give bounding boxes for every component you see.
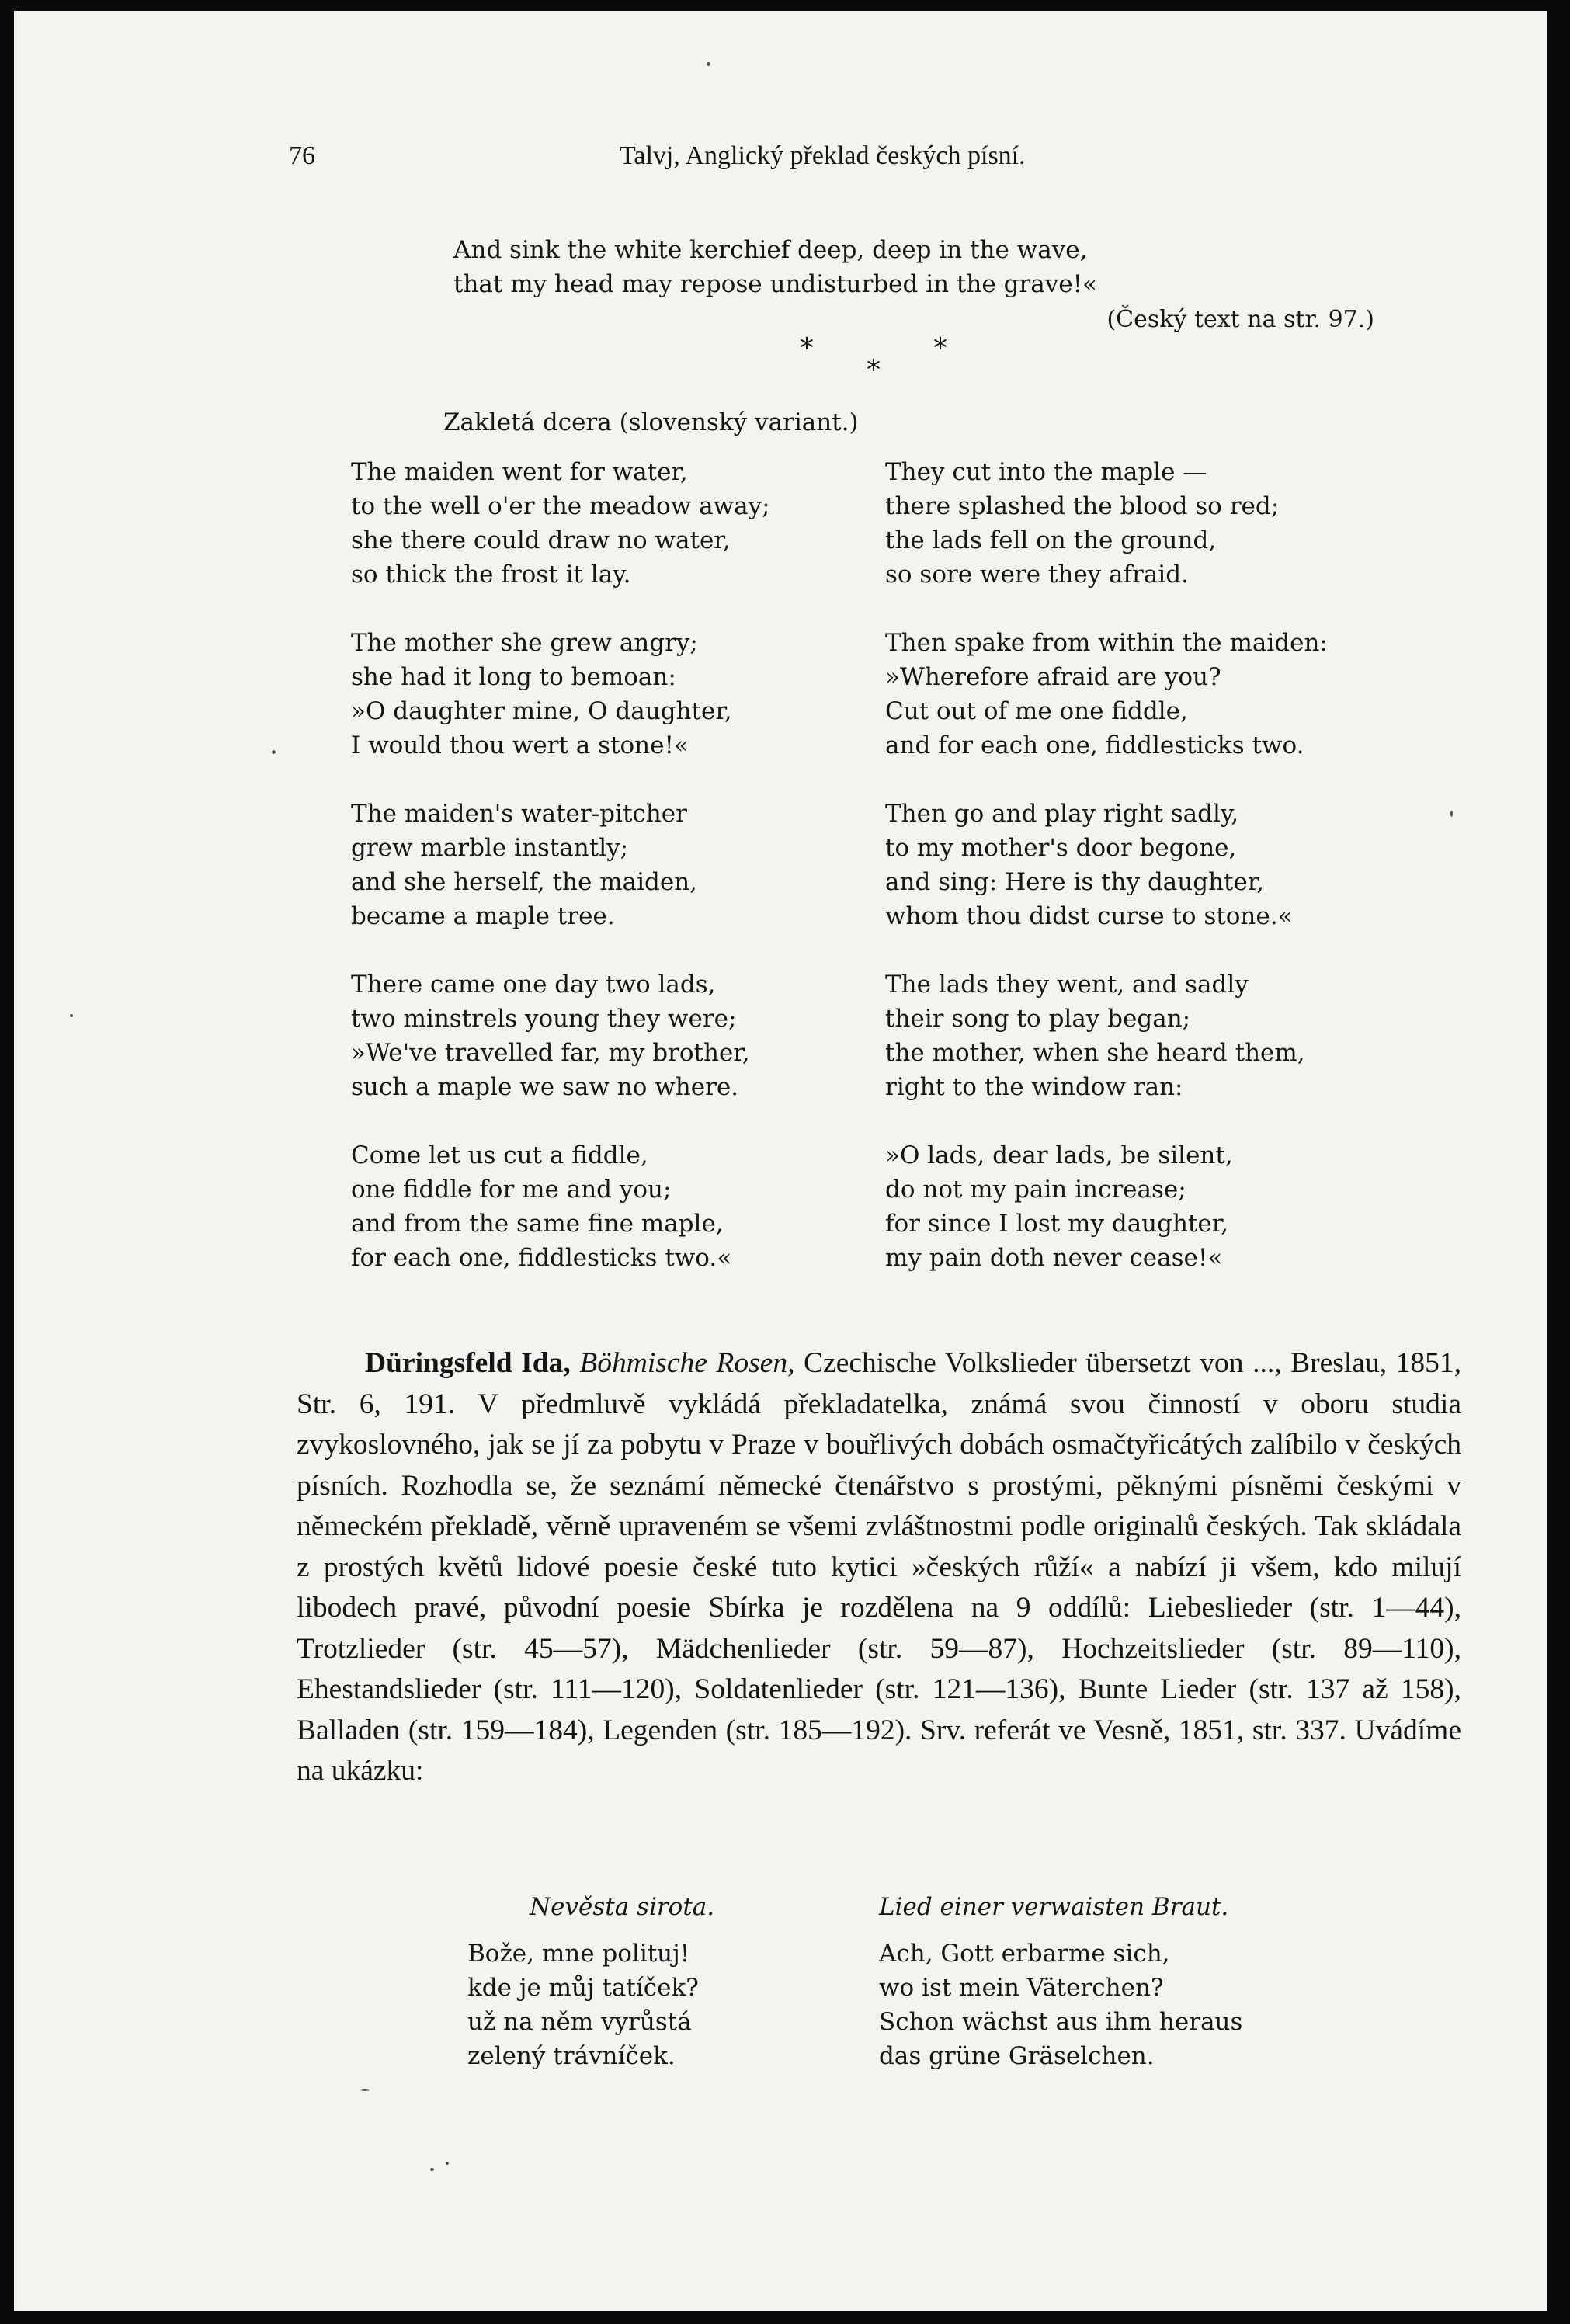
poem-line: for since I lost my daughter, bbox=[885, 1210, 1228, 1238]
poem-left-column bbox=[351, 455, 770, 1309]
czech-text-reference: (Český text na str. 97.) bbox=[1106, 306, 1374, 333]
poem-line: so sore were they afraid. bbox=[885, 561, 1189, 589]
poem-line: so thick the frost it lay. bbox=[351, 561, 631, 589]
poem-line: »O daughter mine, O daughter, bbox=[351, 697, 732, 725]
poem-line: The lads they went, and sadly bbox=[885, 971, 1249, 999]
poem-line: Bože, mne polituj! bbox=[467, 1940, 690, 1968]
poem-line: kde je můj tatíček? bbox=[467, 1974, 699, 2002]
running-title: Talvj, Anglický překlad českých písní. bbox=[620, 141, 1026, 170]
poem-line: the lads fell on the ground, bbox=[885, 526, 1217, 554]
poem-line: there splashed the blood so red; bbox=[885, 492, 1280, 520]
poem-line: do not my pain increase; bbox=[885, 1176, 1186, 1204]
poem-line: The maiden went for water, bbox=[351, 458, 688, 486]
stanza bbox=[885, 967, 1328, 1104]
separator-star: * bbox=[800, 332, 814, 364]
poem-line: became a maple tree. bbox=[351, 902, 615, 930]
stanza bbox=[351, 626, 770, 763]
stanza bbox=[885, 626, 1328, 763]
poem-line: one fiddle for me and you; bbox=[351, 1176, 672, 1204]
poem-line: Come let us cut a fiddle, bbox=[351, 1141, 648, 1169]
poem-line: to my mother's door begone, bbox=[885, 834, 1237, 862]
book-page bbox=[14, 11, 1547, 2311]
poem-line: »We've travelled far, my brother, bbox=[351, 1039, 750, 1067]
poem-line: two minstrels young they were; bbox=[351, 1005, 737, 1033]
scan-speck bbox=[1450, 811, 1453, 817]
stanza bbox=[351, 1138, 770, 1275]
poem-line: The maiden's water-pitcher bbox=[351, 800, 687, 828]
scan-speck bbox=[430, 2168, 434, 2171]
sample-czech-title: Nevěsta sirota. bbox=[530, 1893, 715, 1921]
scan-speck bbox=[272, 750, 276, 754]
stanza bbox=[885, 1138, 1328, 1275]
poem-line: Cut out of me one fiddle, bbox=[885, 697, 1188, 725]
scan-speck bbox=[70, 1014, 73, 1017]
page-header bbox=[14, 141, 1547, 180]
poem-line: and for each one, fiddlesticks two. bbox=[885, 731, 1304, 759]
poem-line: and from the same fine maple, bbox=[351, 1210, 724, 1238]
poem-line: and she herself, the maiden, bbox=[351, 868, 698, 896]
poem-line: wo ist mein Väterchen? bbox=[879, 1974, 1164, 2002]
poem-line: Then go and play right sadly, bbox=[885, 800, 1239, 828]
separator-star: * bbox=[867, 354, 881, 386]
intro-line: that my head may repose undisturbed in the grave!« bbox=[453, 270, 1098, 298]
poem-line: whom thou didst curse to stone.« bbox=[885, 902, 1293, 930]
poem-line: »O lads, dear lads, be silent, bbox=[885, 1141, 1233, 1169]
poem-line: Schon wächst aus ihm heraus bbox=[879, 2008, 1243, 2036]
sample-german-title: Lied einer verwaisten Braut. bbox=[879, 1893, 1229, 1921]
poem-line: for each one, fiddlesticks two.« bbox=[351, 1244, 732, 1272]
scan-speck bbox=[446, 2162, 449, 2165]
stanza bbox=[885, 455, 1328, 592]
poem-line: grew marble instantly; bbox=[351, 834, 629, 862]
stanza bbox=[885, 797, 1328, 933]
scan-speck bbox=[360, 2089, 370, 2091]
poem-line: right to the window ran: bbox=[885, 1073, 1183, 1101]
poem-line: she there could draw no water, bbox=[351, 526, 731, 554]
poem-line: the mother, when she heard them, bbox=[885, 1039, 1305, 1067]
poem-title: Zakletá dcera (slovenský variant.) bbox=[443, 408, 859, 436]
stanza bbox=[351, 797, 770, 933]
stanza bbox=[351, 967, 770, 1104]
poem-line: I would thou wert a stone!« bbox=[351, 731, 689, 759]
poem-line: das grüne Gräselchen. bbox=[879, 2042, 1155, 2070]
sample-german-poem bbox=[879, 1890, 1242, 2073]
poem-right-column bbox=[885, 455, 1328, 1309]
poem-line: zelený trávníček. bbox=[467, 2042, 676, 2070]
separator-star: * bbox=[933, 332, 947, 364]
scan-speck bbox=[707, 62, 710, 66]
poem-line: my pain doth never cease!« bbox=[885, 1244, 1223, 1272]
poem-line: their song to play began; bbox=[885, 1005, 1191, 1033]
poem-line: she had it long to bemoan: bbox=[351, 663, 676, 691]
intro-stanza bbox=[453, 233, 1097, 301]
entry-body: Czechische Volkslieder übersetzt von ..., Breslau, 1851, Str. 6, 191. V předmluvě vykládá překladatelka, známá svou činností v oboru studia zvykoslovného, jak se jí za pobytu v Praze v bouřlivých dobách osmačtyřicátých zalíbilo v českých písních. Rozhodla se, že seznámí německé čtenářstvo s prostými, pěknými písněmi českými v německém překladě, věrně upraveném se všemi zvláštnostmi podle originalů českých. Tak skládala z prostých květů lidové poesie české tuto kytici »českých růží« a nabízí ji všem, kdo milují libodech pravé, původní poesie Sbírka je rozdělena na 9 oddílů: Liebeslieder (str. 1—44), Trotzlieder (str. 45—57), Mädchenlieder (str. 59—87), Hochzeitslieder (str. 89—110), Ehestandslieder (str. 111—120), Soldatenlieder (str. 121—136), Bunte Lieder (str. 137 až 158), Balladen (str. 159—184), Legenden (str. 185—192). Srv. referát ve Vesně, 1851, str. 337. Uvádíme na ukázku: bbox=[297, 1347, 1462, 1787]
poem-line: such a maple we saw no where. bbox=[351, 1073, 739, 1101]
poem-line: »Wherefore afraid are you? bbox=[885, 663, 1221, 691]
stanza bbox=[351, 455, 770, 592]
poem-line: There came one day two lads, bbox=[351, 971, 716, 999]
entry-book-title: Böhmische Rosen, bbox=[579, 1347, 795, 1379]
poem-line: The mother she grew angry; bbox=[351, 629, 698, 657]
poem-line: and sing: Here is thy daughter, bbox=[885, 868, 1265, 896]
poem-line: už na něm vyrůstá bbox=[467, 2008, 692, 2036]
sample-czech-poem bbox=[467, 1890, 714, 2073]
intro-line: And sink the white kerchief deep, deep in the wave, bbox=[453, 236, 1088, 264]
page-number: 76 bbox=[289, 141, 315, 170]
entry-author: Düringsfeld Ida, bbox=[365, 1347, 571, 1379]
poem-line: Then spake from within the maiden: bbox=[885, 629, 1328, 657]
poem-line: to the well o'er the meadow away; bbox=[351, 492, 770, 520]
section-separator bbox=[14, 329, 1547, 391]
bibliography-entry bbox=[297, 1343, 1461, 1792]
poem-line: They cut into the maple — bbox=[885, 458, 1207, 486]
poem-line: Ach, Gott erbarme sich, bbox=[879, 1940, 1170, 1968]
